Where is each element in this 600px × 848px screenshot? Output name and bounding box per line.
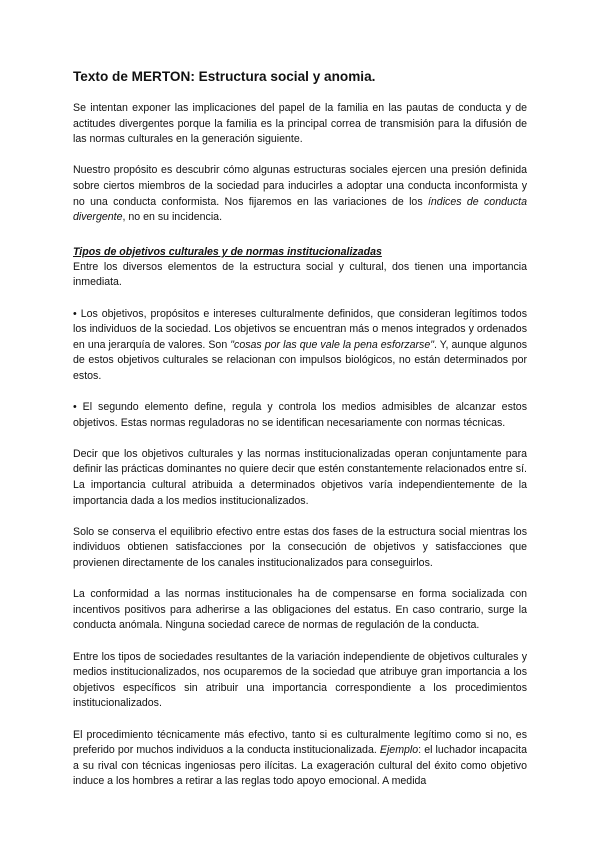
text-run: . Y, aunque algunos de estos objetivos culturales se relacionan con impulsos biológicos, no están determinados por estos. [73,338,528,382]
paragraph-dominant-practices: Decir que los objetivos culturales y las normas institucionalizadas operan conjuntamente para definir las prácticas dominantes no quiere decir que estén constantemente relacionados entre sí. La importancia cultural atribuida a determinados objetivos varía independientemente de la importancia dada a los medios institucionalizados. [73,447,527,507]
paragraph-elements: Entre los diversos elementos de la estructura social y cultural, dos tienen una importancia inmediata. [73,260,527,289]
italic-quote: "cosas por las que vale la pena esforzarse" [230,338,435,351]
paragraph-objectives [73,307,527,385]
paragraph-equilibrium: Solo se conserva el equilibrio efectivo entre estas dos fases de la estructura social mientras los individuos obtienen satisfacciones por la consecución de objetivos y satisfacciones que provienen directamente de los canales institucionalizados para conseguirlos. [73,525,527,570]
italic-term: índices de conducta divergente [73,195,527,224]
paragraph-second-element: • El segundo elemento define, regula y controla los medios admisibles de alcanzar estos objetivos. Estas normas reguladoras no se identifican necesariamente con normas técnicas. [73,401,527,429]
paragraph-intro: Se intentan exponer las implicaciones del papel de la familia en las pautas de conducta y de actitudes divergentes porque la familia es la principal correa de transmisión para la difusión de las normas culturales en la generación siguiente. [73,102,527,146]
document-body [73,68,527,790]
paragraph-procedure [73,728,527,790]
italic-example: Ejemplo [379,744,419,757]
text-run: : el luchador incapacita a su rival con técnicas ingeniosas pero ilícitas. La exageración cultural del éxito como objetivo induce a los hombres a retirar a las reglas todo apoyo emocional. A medida [73,744,527,788]
text-run: Nuestro propósito es descubrir cómo algunas estructuras sociales ejercen una presión definida sobre ciertos miembros de la sociedad para inducirles a adoptar una conducta inconformista y no una conducta conformista. Nos fijaremos en las variaciones de los [73,164,527,208]
text-run: El procedimiento técnicamente más efectivo, tanto si es culturalmente legítimo como si no, es preferido por muchos individuos a la conducta institucionalizada. [73,728,527,757]
document-title: Texto de MERTON: Estructura social y anomia. [73,69,376,84]
section-heading: Tipos de objetivos culturales y de normas institucionalizadas [73,245,382,258]
text-run: , no en su incidencia. [122,211,223,224]
paragraph-purpose [73,163,527,225]
paragraph-society-types: Entre los tipos de sociedades resultantes de la variación independiente de objetivos culturales y medios institucionalizados, nos ocuparemos de la sociedad que atribuye gran importancia a los objetivos específicos sin atribuir una importancia correspondiente a los procedimientos institucionalizados. [73,650,527,710]
text-run: • Los objetivos, propósitos e intereses culturalmente definidos, que consideran legítimos todos los individuos de la sociedad. Los objetivos se encuentran más o menos integrados y ordenados en una jerarquía de valores. Son [73,307,527,351]
paragraph-conformity: La conformidad a las normas institucionales ha de compensarse en forma socializada con incentivos positivos para adherirse a las obligaciones del estatus. En caso contrario, surge la conducta anómala. Ninguna sociedad carece de normas de regulación de la conducta. [73,588,527,632]
